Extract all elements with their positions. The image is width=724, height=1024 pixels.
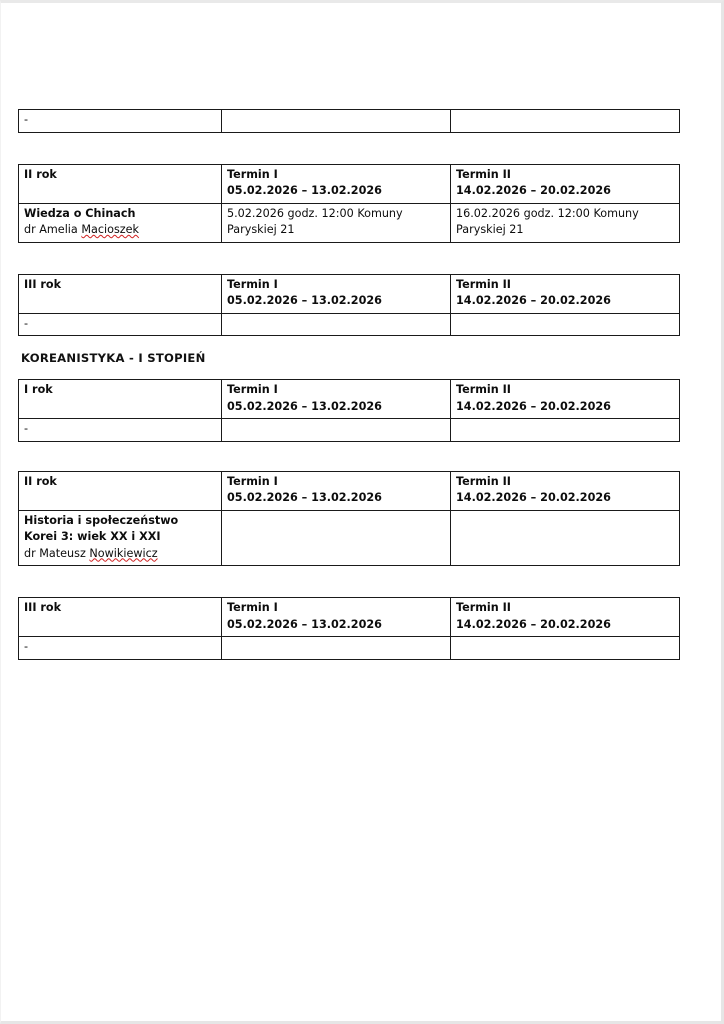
header-cell-year: I rok <box>19 380 222 419</box>
lecturer-surname-misspelled: Nowikiewicz <box>89 546 158 560</box>
cell-course: - <box>19 110 222 133</box>
termin-2-label: Termin II <box>456 277 511 291</box>
table-gap <box>18 566 679 597</box>
schedule-table-ii-rok-wiedza-o-chinach <box>18 164 680 243</box>
header-cell-year: II rok <box>19 164 222 203</box>
termin-2-range: 14.02.2026 – 20.02.2026 <box>456 294 611 307</box>
table-header-row <box>19 164 680 203</box>
table-row <box>19 637 680 660</box>
header-cell-termin-2 <box>451 164 680 203</box>
cell-course <box>19 203 222 242</box>
lecturer-surname-misspelled: Macioszek <box>81 223 140 236</box>
termin-2-range: 14.02.2026 – 20.02.2026 <box>456 399 611 413</box>
cell-termin-1 <box>222 313 451 336</box>
table-row <box>19 510 680 566</box>
header-cell-year: III rok <box>19 598 222 637</box>
cell-termin-2 <box>451 419 680 442</box>
header-cell-termin-2 <box>451 598 680 637</box>
termin-2-range: 14.02.2026 – 20.02.2026 <box>456 184 611 197</box>
table-header-row <box>19 598 680 637</box>
header-cell-termin-1 <box>222 598 451 637</box>
cell-course: - <box>19 419 222 442</box>
table-row <box>19 419 680 442</box>
termin-1-label: Termin I <box>227 277 278 291</box>
termin-2-label: Termin II <box>456 383 511 396</box>
course-lecturer <box>24 222 216 239</box>
schedule-table-top-partial <box>18 109 680 133</box>
cell-termin-1: 5.02.2026 godz. 12:00 Komuny Paryskiej 21 <box>222 203 451 242</box>
header-cell-termin-1 <box>222 471 451 510</box>
termin-2-label: Termin II <box>456 601 511 614</box>
header-cell-termin-2 <box>451 274 680 313</box>
header-cell-termin-2 <box>451 380 680 419</box>
cell-termin-1 <box>222 637 451 660</box>
course-lecturer <box>24 546 216 563</box>
section-title-block <box>18 336 679 379</box>
table-header-row <box>19 380 680 419</box>
schedule-table-i-rok-korea <box>18 379 680 442</box>
cell-course: - <box>19 637 222 660</box>
cell-termin-1 <box>222 510 451 566</box>
header-cell-termin-1 <box>222 274 451 313</box>
cell-termin-2 <box>451 510 680 566</box>
header-cell-termin-1 <box>222 164 451 203</box>
termin-1-range: 05.02.2026 – 13.02.2026 <box>227 184 382 197</box>
schedule-table-iii-rok-empty-first <box>18 274 680 337</box>
header-cell-termin-2 <box>451 471 680 510</box>
table-gap <box>18 243 679 274</box>
table-gap <box>18 442 679 471</box>
termin-2-range: 14.02.2026 – 20.02.2026 <box>456 491 611 504</box>
header-cell-year: II rok <box>19 471 222 510</box>
page-title: KOREANISTYKA - I STOPIEŃ <box>21 351 206 365</box>
lecturer-prefix: dr Mateusz <box>24 546 90 560</box>
termin-1-range: 05.02.2026 – 13.02.2026 <box>227 294 382 307</box>
termin-2-label: Termin II <box>456 167 511 181</box>
cell-termin-1 <box>222 419 451 442</box>
termin-1-label: Termin I <box>227 601 278 614</box>
termin-2-range: 14.02.2026 – 20.02.2026 <box>456 617 611 631</box>
termin-1-range: 05.02.2026 – 13.02.2026 <box>227 399 382 413</box>
course-name-line-1: Historia i społeczeństwo <box>24 513 179 527</box>
termin-1-range: 05.02.2026 – 13.02.2026 <box>227 617 382 631</box>
termin-1-label: Termin I <box>227 383 278 396</box>
header-cell-termin-1 <box>222 380 451 419</box>
document-body <box>18 109 679 660</box>
cell-termin-1 <box>222 110 451 133</box>
termin-2-label: Termin II <box>456 474 511 488</box>
lecturer-prefix: dr Amelia <box>24 223 82 236</box>
cell-course <box>19 510 222 566</box>
table-row <box>19 110 680 133</box>
cell-termin-2 <box>451 110 680 133</box>
termin-1-label: Termin I <box>227 167 278 181</box>
schedule-table-ii-rok-korea <box>18 471 680 567</box>
termin-1-label: Termin I <box>227 474 278 488</box>
table-header-row <box>19 471 680 510</box>
table-row <box>19 203 680 242</box>
cell-termin-2: 16.02.2026 godz. 12:00 Komuny Paryskiej 21 <box>451 203 680 242</box>
cell-termin-2 <box>451 637 680 660</box>
course-name-line-2: Korei 3: wiek XX i XXI <box>24 530 161 543</box>
header-cell-year: III rok <box>19 274 222 313</box>
cell-termin-2 <box>451 313 680 336</box>
schedule-table-iii-rok-korea <box>18 597 680 660</box>
table-row <box>19 313 680 336</box>
termin-1-range: 05.02.2026 – 13.02.2026 <box>227 491 382 504</box>
table-gap <box>18 133 679 164</box>
cell-course: - <box>19 313 222 336</box>
course-name: Wiedza o Chinach <box>24 206 136 220</box>
table-header-row <box>19 274 680 313</box>
